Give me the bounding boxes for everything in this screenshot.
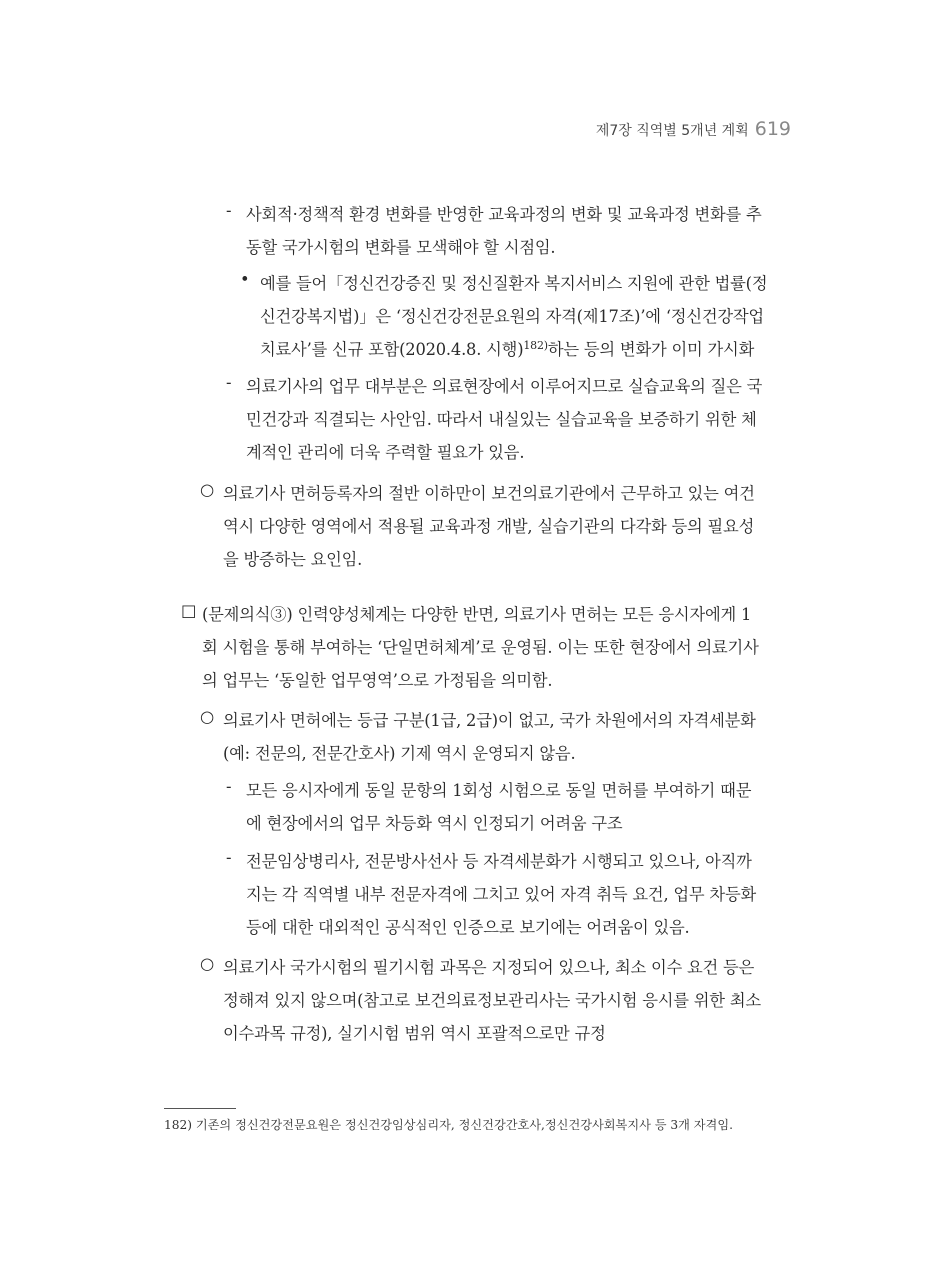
dash-bullet: -	[226, 848, 232, 867]
text-line: 회 시험을 통해 부여하는 ‘단일면허체계’로 운영됨. 이는 또한 현장에서 의료기사	[202, 638, 759, 657]
text-line: (문제의식③) 인력양성체계는 다양한 반면, 의료기사 면허는 모든 응시자에게 1	[202, 605, 752, 624]
text-line: 의료기사 면허에는 등급 구분(1급, 2급)이 없고, 국가 차원에서의 자격세분화	[223, 711, 756, 730]
text-line: 의 업무는 ‘동일한 업무영역’으로 가정됨을 의미함.	[202, 671, 553, 690]
text-line: 의료기사 면허등록자의 절반 이하만이 보건의료기관에서 근무하고 있는 여건	[223, 484, 755, 503]
text-line	[260, 336, 754, 360]
text-line: (예: 전문의, 전문간호사) 기제 역시 운영되지 않음.	[223, 744, 576, 763]
text-line: 사회적·정책적 환경 변화를 반영한 교육과정의 변화 및 교육과정 변화를 추	[246, 205, 762, 224]
circle-bullet: ○	[200, 954, 215, 973]
text-segment: 하는 등의 변화가 이미 가시화	[547, 340, 755, 359]
text-line: 의료기사 국가시험의 필기시험 과목은 지정되어 있으나, 최소 이수 요건 등은	[223, 958, 755, 977]
dot-bullet: •	[240, 270, 250, 289]
text-line: 민건강과 직결되는 사안임. 따라서 내실있는 실습교육을 보증하기 위한 체	[246, 410, 757, 429]
text-line: 역시 다양한 영역에서 적용될 교육과정 개발, 실습기관의 다각화 등의 필요성	[223, 517, 755, 536]
dash-bullet: -	[226, 777, 232, 796]
text-line: 계적인 관리에 더욱 주력할 필요가 있음.	[246, 443, 525, 462]
dash-bullet: -	[226, 373, 232, 392]
text-line: 에 현장에서의 업무 차등화 역시 인정되기 어려움 구조	[246, 814, 623, 833]
square-bullet: □	[181, 601, 197, 620]
footnote-divider	[164, 1108, 236, 1109]
text-line: 을 방증하는 요인임.	[223, 550, 363, 569]
dash-bullet: -	[226, 201, 232, 220]
running-header	[596, 118, 791, 140]
text-line: 의료기사의 업무 대부분은 의료현장에서 이루어지므로 실습교육의 질은 국	[246, 377, 763, 396]
circle-bullet: ○	[200, 480, 215, 499]
footnote: 182) 기존의 정신건강전문요원은 정신건강임상심리자, 정신건강간호사,정신건강사회복지사 등 3개 자격임.	[164, 1118, 733, 1132]
text-line: 지는 각 직역별 내부 전문자격에 그치고 있어 자격 취득 요건, 업무 차등화	[246, 885, 757, 904]
text-line: 예를 들어「정신건강증진 및 정신질환자 복지서비스 지원에 관한 법률(정	[260, 274, 768, 293]
text-segment: 치료사’를 신규 포함(2020.4.8. 시행)	[260, 340, 524, 359]
text-line: 전문임상병리사, 전문방사선사 등 자격세분화가 시행되고 있으나, 아직까	[246, 852, 752, 871]
text-line: 정해져 있지 않으며(참고로 보건의료정보관리사는 국가시험 응시를 위한 최소	[223, 991, 761, 1010]
footnote-reference: 182)	[523, 339, 548, 352]
text-line: 등에 대한 대외적인 공식적인 인증으로 보기에는 어려움이 있음.	[246, 918, 690, 937]
text-line: 모든 응시자에게 동일 문항의 1회성 시험으로 동일 면허를 부여하기 때문	[246, 781, 752, 800]
chapter-title: 제7장 직역별 5개년 계획	[595, 123, 749, 139]
text-line: 동할 국가시험의 변화를 모색해야 할 시점임.	[246, 238, 556, 257]
text-line: 신건강복지법)」은 ‘정신건강전문요원의 자격(제17조)’에 ‘정신건강작업	[260, 307, 764, 326]
page-number: 619	[754, 118, 791, 140]
text-line: 이수과목 규정), 실기시험 범위 역시 포괄적으로만 규정	[223, 1024, 606, 1043]
circle-bullet: ○	[200, 707, 215, 726]
